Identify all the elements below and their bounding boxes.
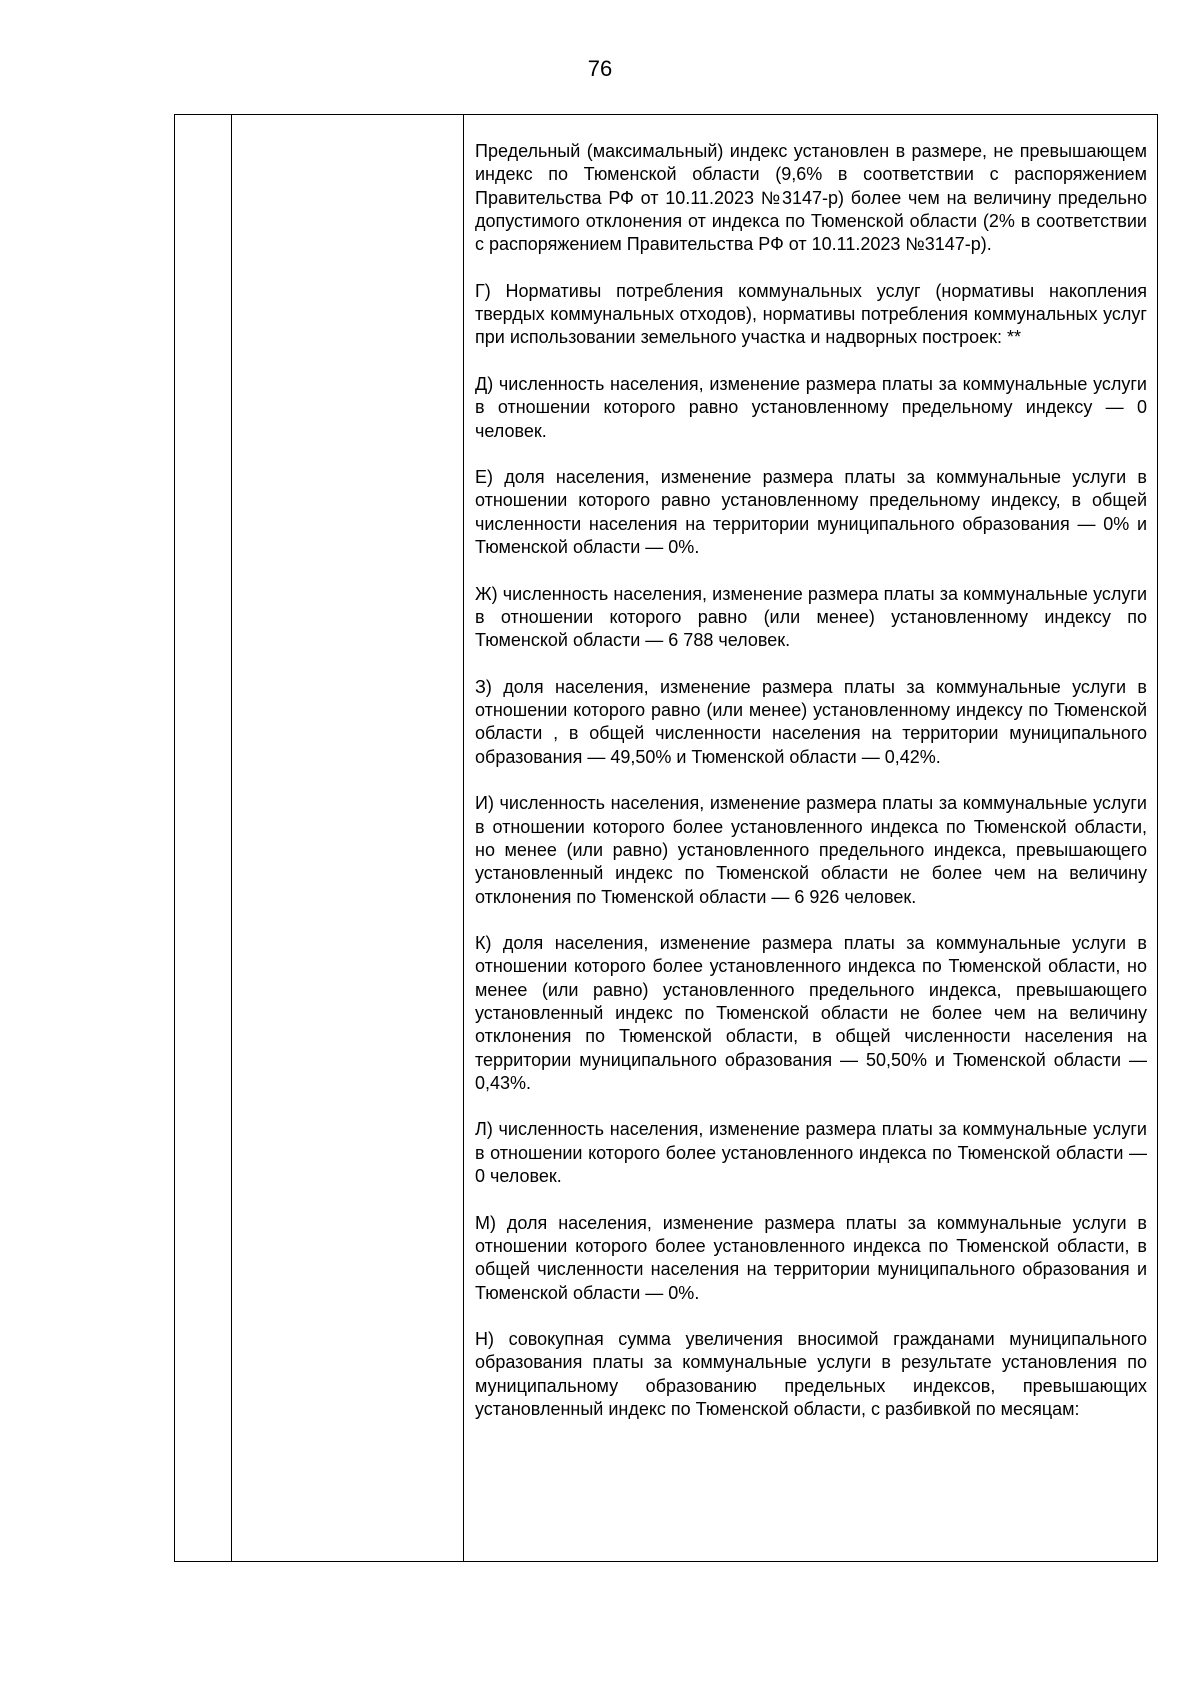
table-cell-text — [475, 140, 1147, 1421]
page-number: 76 — [587, 56, 613, 81]
column-divider-2 — [463, 115, 464, 1561]
paragraph-e: Е) доля населения, изменение размера платы за коммунальные услуги в отношении которого равно установленному предельному индексу, в общей численности населения на территории муниципального образования — 0% и Тюменской области — 0%. — [475, 467, 1147, 558]
column-divider-1 — [231, 115, 232, 1561]
paragraph-max-index: Предельный (максимальный) индекс установлен в размере, не превышающем индекс по Тюменской области (9,6% в соответствии с распоряжением Правительства РФ от 10.11.2023 №3147-р) более чем на величину предельно допустимого отклонения от индекса по Тюменской области (2% в соответствии с распоряжением Правительства РФ от 10.11.2023 №3147-р). — [475, 141, 1147, 255]
paragraph-l: Л) численность населения, изменение размера платы за коммунальные услуги в отношении которого более установленного индекса по Тюменской области — 0 человек. — [475, 1119, 1147, 1187]
paragraph-zh: Ж) численность населения, изменение размера платы за коммунальные услуги в отношении которого равно (или менее) установленному индексу по Тюменской области — 6 788 человек. — [475, 583, 1147, 651]
paragraph-d: Д) численность населения, изменение размера платы за коммунальные услуги в отношении которого равно установленному предельному индексу — 0 человек. — [475, 373, 1147, 441]
paragraph-z: З) доля населения, изменение размера платы за коммунальные услуги в отношении которого равно (или менее) установленному индексу по Тюменской области , в общей численности населения на территории муниципального образования — 49,50% и Тюменской области — 0,42%. — [475, 676, 1147, 767]
paragraph-k: К) доля населения, изменение размера платы за коммунальные услуги в отношении которого более установленного индекса по Тюменской области, но менее (или равно) установленного предельного индекса, превышающего установленный индекс по Тюменской области не более чем на величину отклонения по Тюменской области, в общей численности населения на территории муниципального образования — 50,50% и Тюменской области — 0,43%. — [475, 933, 1147, 1093]
paragraph-n: Н) совокупная сумма увеличения вносимой гражданами муниципального образования платы за коммунальные услуги в результате установления по муниципальному образованию предельных индексов, превышающих установленный индекс по Тюменской области, с разбивкой по месяцам: — [475, 1329, 1147, 1420]
paragraph-i: И) численность населения, изменение размера платы за коммунальные услуги в отношении которого более установленного индекса по Тюменской области, но менее (или равно) установленного предельного индекса, превышающего установленный индекс по Тюменской области не более чем на величину отклонения по Тюменской области — 6 926 человек. — [475, 793, 1147, 907]
paragraph-m: М) доля населения, изменение размера платы за коммунальные услуги в отношении которого более установленного индекса по Тюменской области, в общей численности населения на территории муниципального образования и Тюменской области — 0%. — [475, 1212, 1147, 1303]
document-table — [174, 114, 1158, 1562]
paragraph-g: Г) Нормативы потребления коммунальных услуг (нормативы накопления твердых коммунальных отходов), нормативы потребления коммунальных услуг при использовании земельного участка и надворных построек: ** — [475, 280, 1147, 348]
